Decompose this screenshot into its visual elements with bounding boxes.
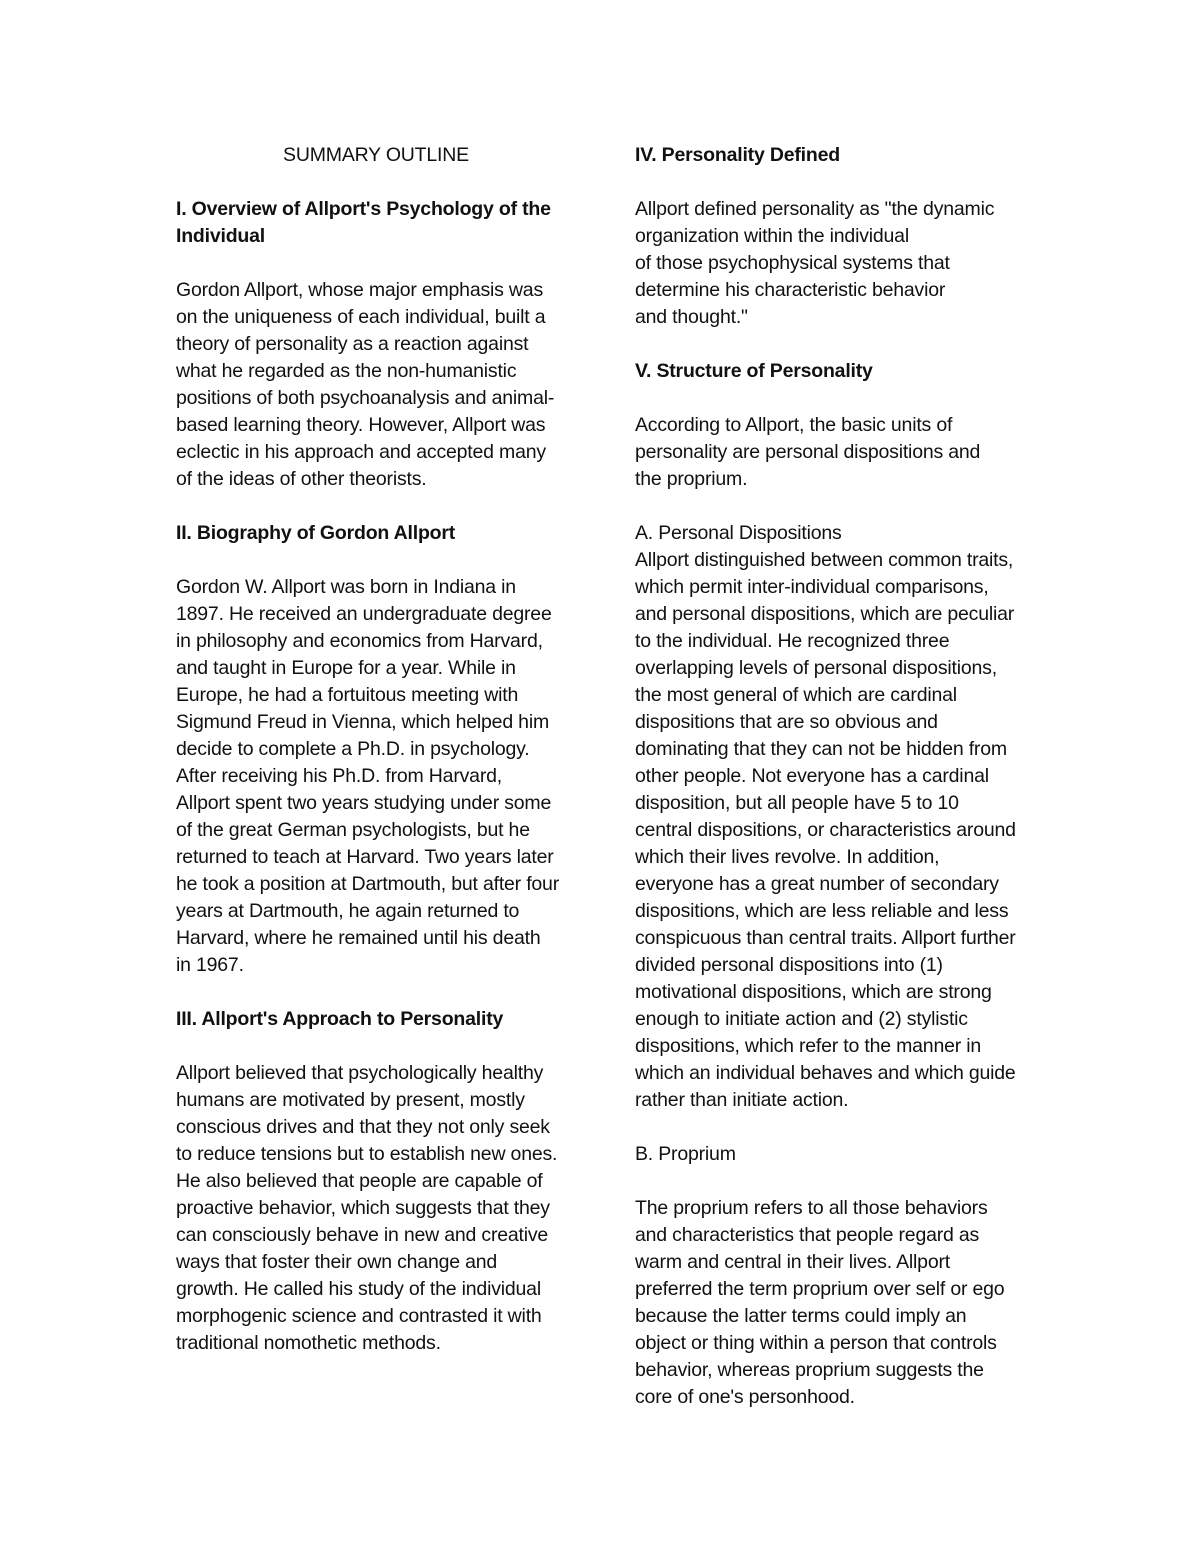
section-intro — [635, 412, 1035, 493]
text-line: personality are personal dispositions and — [635, 441, 981, 463]
text-line: Allport believed that psychologically healthy — [176, 1062, 544, 1084]
text-line: central dispositions, or characteristics around — [635, 819, 1016, 841]
text-line: in philosophy and economics from Harvard, — [176, 630, 543, 652]
text-line: can consciously behave in new and creative — [176, 1224, 549, 1246]
text-line: motivational dispositions, which are strong — [635, 981, 992, 1003]
text-line: According to Allport, the basic units of — [635, 414, 953, 436]
text-line: Gordon W. Allport was born in Indiana in — [176, 576, 516, 598]
text-line: and thought." — [635, 306, 748, 328]
text-line: to the individual. He recognized three — [635, 630, 950, 652]
text-line: After receiving his Ph.D. from Harvard, — [176, 765, 502, 787]
text-line: everyone has a great number of secondary — [635, 873, 999, 895]
left-column — [176, 142, 576, 1357]
text-line: he took a position at Dartmouth, but after four — [176, 873, 559, 895]
section-body — [635, 547, 1035, 1114]
text-line: eclectic in his approach and accepted many — [176, 441, 546, 463]
text-line: Allport defined personality as "the dynamic — [635, 198, 995, 220]
text-line: Europe, he had a fortuitous meeting with — [176, 684, 519, 706]
text-line: the most general of which are cardinal — [635, 684, 957, 706]
text-line: and personal dispositions, which are peculiar — [635, 603, 1015, 625]
text-line: and characteristics that people regard as — [635, 1224, 980, 1246]
text-line: The proprium refers to all those behaviors — [635, 1197, 988, 1219]
text-line: divided personal dispositions into (1) — [635, 954, 943, 976]
text-line: in 1967. — [176, 954, 244, 976]
section-body — [635, 1195, 1035, 1411]
section-overview — [176, 196, 576, 493]
text-line: object or thing within a person that controls — [635, 1332, 997, 1354]
document-title: SUMMARY OUTLINE — [283, 144, 469, 166]
subsection-proprium — [635, 1141, 1035, 1411]
section-heading: III. Allport's Approach to Personality — [176, 1008, 504, 1030]
text-line: which their lives revolve. In addition, — [635, 846, 940, 868]
text-line: morphogenic science and contrasted it with — [176, 1305, 542, 1327]
text-line: organization within the individual — [635, 225, 909, 247]
text-line: years at Dartmouth, he again returned to — [176, 900, 520, 922]
text-line: dispositions, which refer to the manner in — [635, 1035, 982, 1057]
text-line: conscious drives and that they not only seek — [176, 1116, 550, 1138]
section-body — [176, 277, 576, 493]
text-line: 1897. He received an undergraduate degree — [176, 603, 552, 625]
text-line: Sigmund Freud in Vienna, which helped him — [176, 711, 550, 733]
section-body — [176, 574, 576, 979]
text-line: Harvard, where he remained until his death — [176, 927, 541, 949]
text-line: positions of both psychoanalysis and animal- — [176, 387, 555, 409]
text-line: based learning theory. However, Allport was — [176, 414, 546, 436]
text-line: proactive behavior, which suggests that they — [176, 1197, 550, 1219]
text-line: determine his characteristic behavior — [635, 279, 946, 301]
text-line: He also believed that people are capable of — [176, 1170, 543, 1192]
text-line: of those psychophysical systems that — [635, 252, 950, 274]
text-line: traditional nomothetic methods. — [176, 1332, 441, 1354]
subsection-heading: A. Personal Dispositions — [635, 522, 842, 544]
text-line: because the latter terms could imply an — [635, 1305, 967, 1327]
right-column — [635, 142, 1035, 1411]
section-heading: IV. Personality Defined — [635, 144, 840, 166]
section-heading: Individual — [176, 225, 266, 247]
text-line: overlapping levels of personal dispositions, — [635, 657, 997, 679]
text-line: the proprium. — [635, 468, 748, 490]
text-line: warm and central in their lives. Allport — [635, 1251, 950, 1273]
text-line: returned to teach at Harvard. Two years later — [176, 846, 554, 868]
text-line: conspicuous than central traits. Allport further — [635, 927, 1016, 949]
text-line: humans are motivated by present, mostly — [176, 1089, 525, 1111]
subsection-personal-dispositions — [635, 520, 1035, 1114]
subsection-heading: B. Proprium — [635, 1143, 736, 1165]
section-body — [635, 196, 1035, 331]
section-approach — [176, 1006, 576, 1357]
section-body — [176, 1060, 576, 1357]
text-line: growth. He called his study of the individual — [176, 1278, 541, 1300]
text-line: enough to initiate action and (2) stylistic — [635, 1008, 968, 1030]
text-line: disposition, but all people have 5 to 10 — [635, 792, 959, 814]
text-line: other people. Not everyone has a cardinal — [635, 765, 989, 787]
section-personality-defined — [635, 142, 1035, 331]
section-biography — [176, 520, 576, 979]
text-line: and taught in Europe for a year. While in — [176, 657, 516, 679]
text-line: Gordon Allport, whose major emphasis was — [176, 279, 544, 301]
text-line: dispositions, which are less reliable and less — [635, 900, 1009, 922]
text-line: Allport spent two years studying under some — [176, 792, 552, 814]
section-structure — [635, 358, 1035, 1411]
text-line: rather than initiate action. — [635, 1089, 849, 1111]
text-line: Allport distinguished between common traits, — [635, 549, 1014, 571]
text-line: dispositions that are so obvious and — [635, 711, 938, 733]
text-line: of the great German psychologists, but he — [176, 819, 530, 841]
text-line: ways that foster their own change and — [176, 1251, 498, 1273]
text-line: of the ideas of other theorists. — [176, 468, 427, 490]
text-line: theory of personality as a reaction against — [176, 333, 529, 355]
text-line: what he regarded as the non-humanistic — [176, 360, 517, 382]
text-line: behavior, whereas proprium suggests the — [635, 1359, 984, 1381]
section-heading: V. Structure of Personality — [635, 360, 873, 382]
text-line: to reduce tensions but to establish new ones. — [176, 1143, 558, 1165]
section-heading: I. Overview of Allport's Psychology of the — [176, 198, 551, 220]
text-line: decide to complete a Ph.D. in psychology. — [176, 738, 530, 760]
section-heading: II. Biography of Gordon Allport — [176, 522, 456, 544]
text-line: core of one's personhood. — [635, 1386, 855, 1408]
text-line: on the uniqueness of each individual, built a — [176, 306, 546, 328]
text-line: which an individual behaves and which guide — [635, 1062, 1016, 1084]
text-line: which permit inter-individual comparisons, — [635, 576, 989, 598]
text-line: dominating that they can not be hidden from — [635, 738, 1007, 760]
text-line: preferred the term proprium over self or ego — [635, 1278, 1005, 1300]
